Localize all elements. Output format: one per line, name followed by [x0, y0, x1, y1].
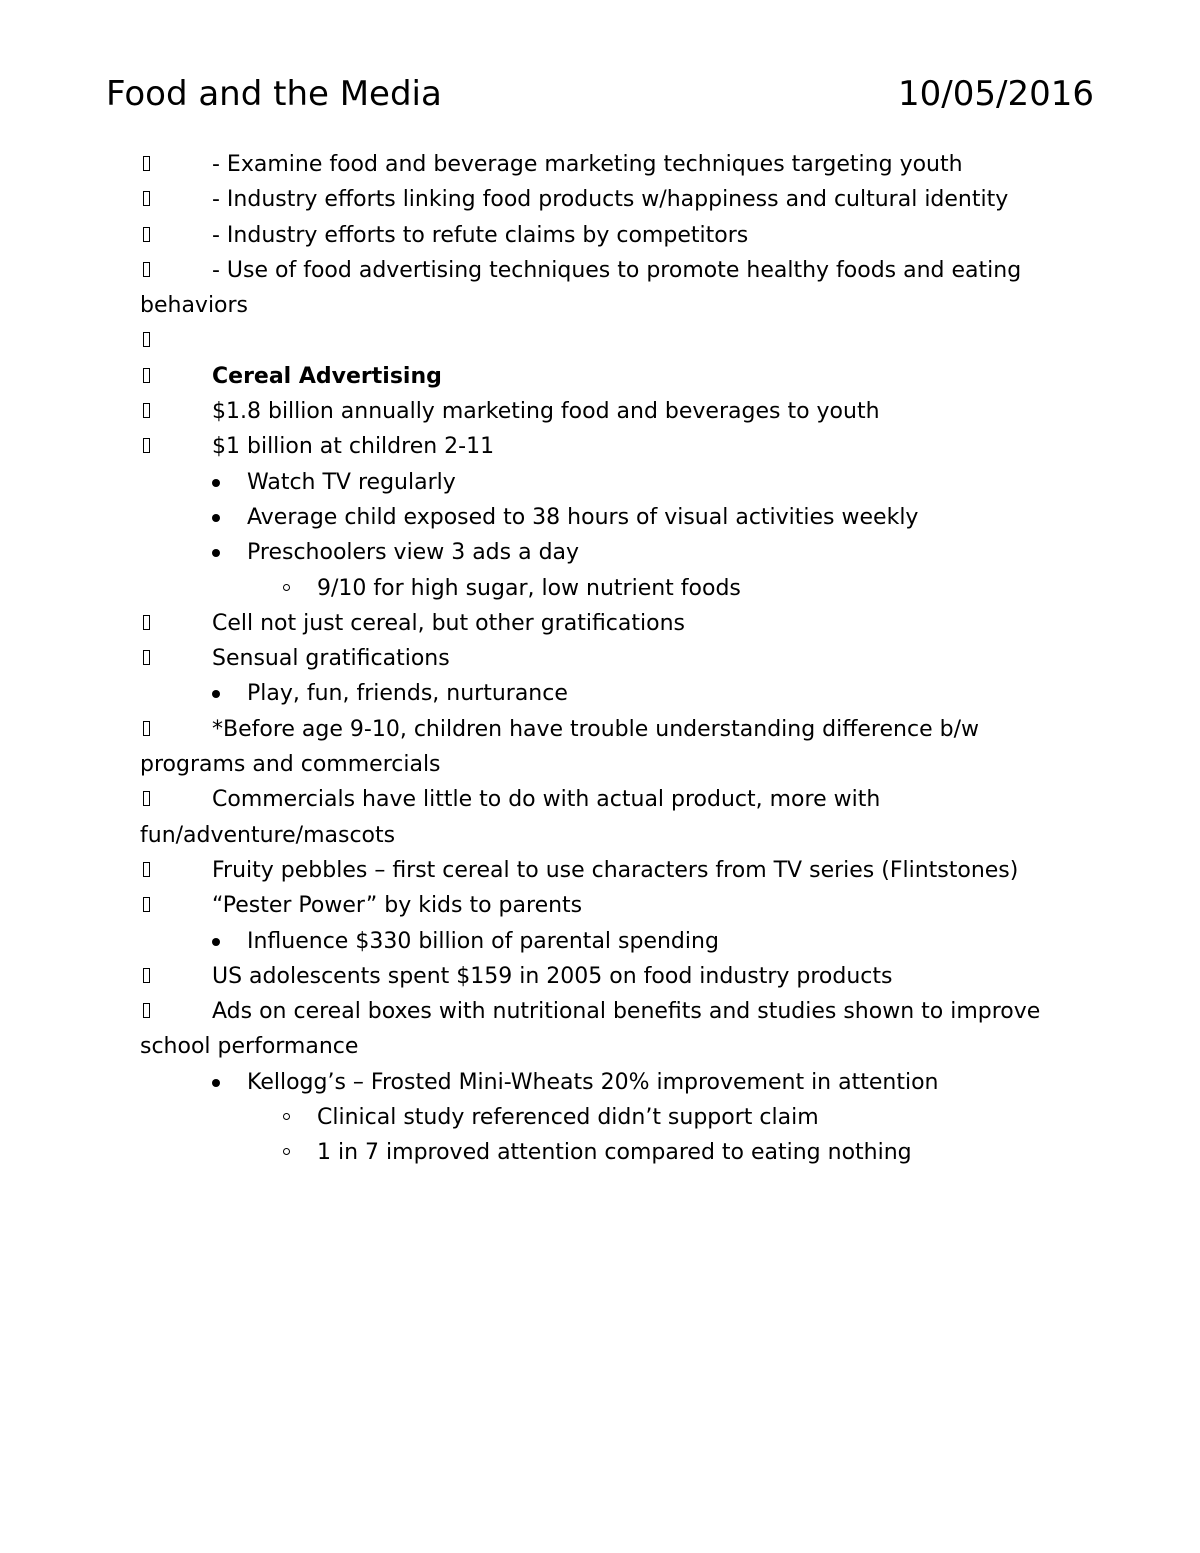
bullet-disc-icon: [212, 514, 220, 522]
bullet-disc-icon: [212, 549, 220, 557]
note-text: Sensual gratifications: [212, 646, 450, 672]
bullet-item: [140, 676, 1060, 711]
bullet-circle-icon: [283, 584, 290, 591]
note-item: [140, 359, 1060, 394]
note-item: [140, 994, 1060, 1065]
bullet-item: [140, 465, 1060, 500]
note-text: Ads on cereal boxes with nutritional benefits and studies shown to improve school performance: [140, 999, 1041, 1060]
note-text: Influence $330 billion of parental spending: [247, 928, 719, 954]
section-heading: Cereal Advertising: [212, 363, 442, 389]
note-item: [140, 147, 1060, 182]
note-text: Preschoolers view 3 ads a day: [247, 540, 580, 566]
note-item: [140, 888, 1060, 923]
page-header: [106, 72, 1094, 118]
missing-glyph-icon: [142, 253, 154, 288]
note-text: Clinical study referenced didn’t support claim: [317, 1105, 819, 1131]
bullet-circle-icon: [283, 1113, 290, 1120]
note-text: US adolescents spent $159 in 2005 on food industry products: [212, 963, 893, 989]
bullet-item: [140, 535, 1060, 570]
bullet-disc-icon: [212, 1079, 220, 1087]
note-text: - Industry efforts to refute claims by competitors: [212, 222, 749, 248]
bullet-item: [140, 1065, 1060, 1100]
note-text: Cell not just cereal, but other gratifications: [212, 610, 685, 636]
missing-glyph-icon: [142, 323, 154, 358]
note-item: [140, 853, 1060, 888]
note-text: 9/10 for high sugar, low nutrient foods: [317, 575, 741, 601]
sub-bullet-item: [140, 1135, 1060, 1170]
bullet-disc-icon: [212, 479, 220, 487]
missing-glyph-icon: [142, 888, 154, 923]
bullet-item: [140, 500, 1060, 535]
missing-glyph-icon: [142, 641, 154, 676]
missing-glyph-icon: [142, 994, 154, 1029]
sub-bullet-item: [140, 1100, 1060, 1135]
note-text: Average child exposed to 38 hours of visual activities weekly: [247, 504, 919, 530]
missing-glyph-icon: [142, 218, 154, 253]
note-text: 1 in 7 improved attention compared to eating nothing: [317, 1140, 912, 1166]
missing-glyph-icon: [142, 606, 154, 641]
missing-glyph-icon: [142, 782, 154, 817]
note-item: [140, 606, 1060, 641]
note-item: [140, 782, 1060, 853]
page-date: 10/05/2016: [898, 74, 1094, 114]
missing-glyph-icon: [142, 394, 154, 429]
note-item: [140, 323, 1060, 358]
note-item: [140, 959, 1060, 994]
notes-list: [140, 147, 1060, 1171]
bullet-item: [140, 924, 1060, 959]
note-text: - Use of food advertising techniques to promote healthy foods and eating behaviors: [140, 257, 1022, 319]
note-text: - Examine food and beverage marketing techniques targeting youth: [212, 152, 963, 177]
note-text: $1 billion at children 2-11: [212, 434, 495, 460]
missing-glyph-icon: [142, 359, 154, 394]
note-item: [140, 182, 1060, 217]
missing-glyph-icon: [142, 182, 154, 217]
page-title: Food and the Media: [106, 74, 442, 114]
note-item: [140, 218, 1060, 253]
missing-glyph-icon: [142, 429, 154, 464]
note-text: Watch TV regularly: [247, 469, 456, 495]
note-item: [140, 394, 1060, 429]
sub-bullet-item: [140, 571, 1060, 606]
bullet-circle-icon: [283, 1148, 290, 1155]
missing-glyph-icon: [142, 853, 154, 888]
note-text: “Pester Power” by kids to parents: [212, 893, 583, 919]
note-item: [140, 641, 1060, 676]
note-text: Kellogg’s – Frosted Mini-Wheats 20% improvement in attention: [247, 1069, 939, 1095]
missing-glyph-icon: [142, 147, 154, 182]
bullet-disc-icon: [212, 938, 220, 946]
note-text: $1.8 billion annually marketing food and beverages to youth: [212, 399, 880, 425]
note-text: - Industry efforts linking food products w/happiness and cultural identity: [212, 187, 1009, 213]
note-text: Play, fun, friends, nurturance: [247, 681, 568, 707]
missing-glyph-icon: [142, 959, 154, 994]
note-item: [140, 253, 1060, 324]
note-text: Fruity pebbles – first cereal to use characters from TV series (Flintstones): [212, 857, 1019, 883]
bullet-disc-icon: [212, 690, 220, 698]
note-text: *Before age 9-10, children have trouble understanding difference b/w programs and commercials: [140, 716, 979, 778]
note-item: [140, 712, 1060, 783]
note-item: [140, 429, 1060, 464]
missing-glyph-icon: [142, 712, 154, 747]
note-text: Commercials have little to do with actual product, more with fun/adventure/mascots: [140, 787, 881, 848]
